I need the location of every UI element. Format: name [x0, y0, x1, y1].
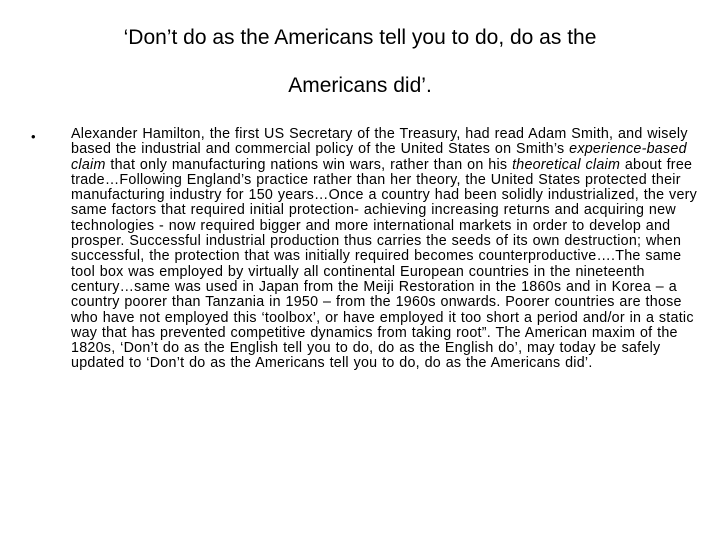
paragraph-text-3: about free trade…Following England’s practice rather than her theory, the United States protected their manufacturing industry for 150 years…Once a country had been solidly industrialized, the very same factors that required initial protection- achieving increasing returns and acquiring new technologies - now required bigger and more international markets in order to develop and prosper. Successful industrial production thus carries the seeds of its own destruction; when successful, the protection that was initially required becomes counterproductive….The same tool box was employed by virtually all continental European countries in the nineteenth century…same was used in Japan from the Meiji Restoration in the 1860s and in Korea – a country poorer than Tanzania in 1950 – from the 1960s onwards. Poorer countries are those who have not employed this ‘toolbox’, or have employed it too short a period and/or in a static way that has prevented competitive dynamics from taking root”. The American maxim of the 1820s, ‘Don’t do as the English tell you to do, do as the English do’, may today be safely updated to ‘Don’t do as the Americans tell you to do, do as the Americans did’. — [71, 156, 698, 372]
paragraph-text-1: Alexander Hamilton, the first US Secretary of the Treasury, had read Adam Smith, and wisely based the industrial and commercial policy of the United States on Smith’s — [71, 126, 688, 158]
emphasis-experience-based-claim: experience-based claim — [71, 141, 687, 173]
bullet-icon: • — [31, 129, 36, 144]
title-line-2: Americans did’. — [288, 74, 432, 97]
slide-title — [40, 14, 680, 110]
paragraph-text-2: that only manufacturing nations win wars, rather than on his — [105, 156, 513, 173]
emphasis-theoretical-claim: theoretical claim — [512, 156, 621, 173]
bullet-paragraph — [71, 127, 707, 372]
title-line-1: ‘Don’t do as the Americans tell you to do, do as the — [123, 26, 597, 49]
